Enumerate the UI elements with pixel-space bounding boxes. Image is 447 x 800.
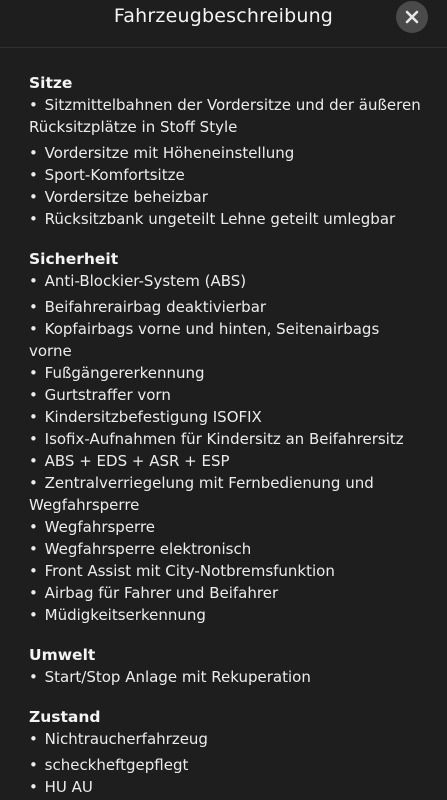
list-item: • Sport-Komfortsitze (29, 166, 185, 184)
list-item: • Start/Stop Anlage mit Rekuperation (29, 668, 311, 686)
list-item: • Anti-Blockier-System (ABS) (29, 272, 247, 290)
list-item: • Vordersitze mit Höheneinstellung (29, 144, 295, 162)
section-title: Umwelt (29, 646, 96, 664)
list-item-continuation: Rücksitzplätze in Stoff Style (29, 118, 238, 136)
list-item: • Wegfahrsperre elektronisch (29, 540, 252, 558)
list-item: • ABS + EDS + ASR + ESP (29, 452, 230, 470)
section-zustand (29, 706, 429, 798)
list-item: • Isofix-Aufnahmen für Kindersitz an Beifahrersitz (29, 430, 404, 448)
list-item: • Nichtraucherfahrzeug (29, 730, 208, 748)
description-content (29, 72, 429, 800)
section-sicherheit (29, 248, 429, 626)
list-item: • Kindersitzbefestigung ISOFIX (29, 408, 262, 426)
list-item: • Airbag für Fahrer und Beifahrer (29, 584, 279, 602)
list-item: • Beifahrerairbag deaktivierbar (29, 298, 267, 316)
list-item: • Fußgängererkennung (29, 364, 205, 382)
list-item: • Wegfahrsperre (29, 518, 156, 536)
close-button[interactable] (396, 1, 428, 33)
list-item: • HU AU (29, 778, 93, 796)
modal-title: Fahrzeugbeschreibung (113, 5, 334, 27)
list-item: • Rücksitzbank ungeteilt Lehne geteilt umlegbar (29, 210, 396, 228)
list-item-continuation: vorne (29, 342, 72, 360)
list-item-continuation: Wegfahrsperre (29, 496, 140, 514)
section-title: Zustand (29, 708, 101, 726)
list-item: • Front Assist mit City-Notbremsfunktion (29, 562, 335, 580)
list-item: • Kopfairbags vorne und hinten, Seitenairbags (29, 320, 380, 338)
section-title: Sicherheit (29, 250, 119, 268)
list-item: • Vordersitze beheizbar (29, 188, 208, 206)
list-item: • Zentralverriegelung mit Fernbedienung und (29, 474, 374, 492)
section-sitze (29, 72, 429, 230)
list-item: • Müdigkeitserkennung (29, 606, 206, 624)
modal-header (0, 0, 447, 40)
list-item: • Sitzmittelbahnen der Vordersitze und der äußeren (29, 96, 421, 114)
list-item: • Gurtstraffer vorn (29, 386, 171, 404)
list-item: • scheckheftgepflegt (29, 756, 189, 774)
header-divider (0, 47, 447, 48)
close-icon (404, 9, 420, 25)
section-title: Sitze (29, 74, 73, 92)
section-umwelt (29, 644, 429, 688)
